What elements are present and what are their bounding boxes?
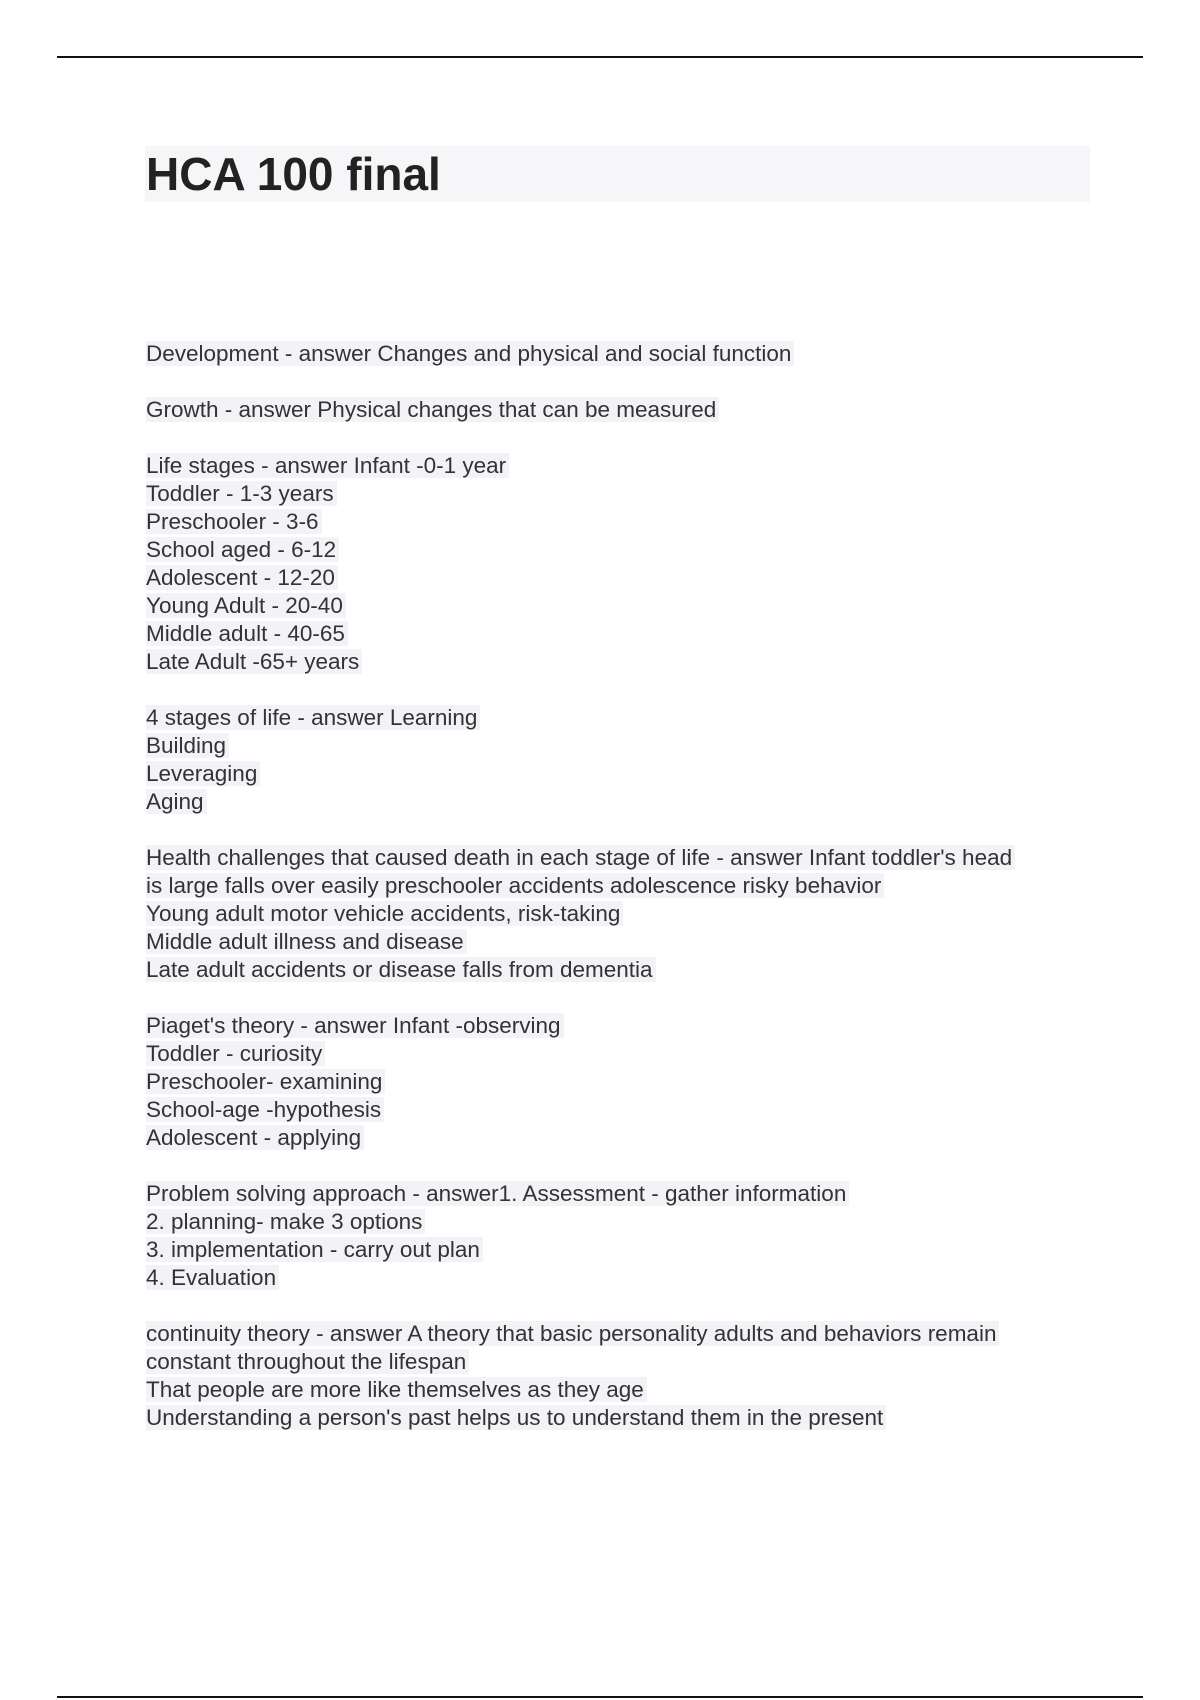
entry-line xyxy=(146,1180,1091,1208)
entry-line-text: Toddler - 1-3 years xyxy=(146,481,337,506)
entry-line-text: Adolescent - 12-20 xyxy=(146,565,338,590)
entry-line xyxy=(146,1236,1091,1264)
entry-line-text: constant throughout the lifespan xyxy=(146,1349,469,1374)
entry-line-text: Young Adult - 20-40 xyxy=(146,593,346,618)
entry-problem-solving xyxy=(146,1180,1091,1292)
entry-health-challenges xyxy=(146,844,1091,984)
entry-line xyxy=(146,1068,1091,1096)
entry-line-text: Building xyxy=(146,733,229,758)
entry-line-text: continuity theory - answer A theory that basic personality adults and behaviors remain xyxy=(146,1321,999,1346)
entry-line xyxy=(146,564,1091,592)
entry-line-text: Life stages - answer Infant -0-1 year xyxy=(146,453,509,478)
entry-line-text: Middle adult illness and disease xyxy=(146,929,467,954)
entry-line-text: That people are more like themselves as they age xyxy=(146,1377,647,1402)
entry-line xyxy=(146,1404,1091,1432)
entry-line xyxy=(146,900,1091,928)
entry-line xyxy=(146,788,1091,816)
entry-growth xyxy=(146,396,1091,424)
entry-line xyxy=(146,452,1091,480)
entry-line xyxy=(146,1348,1091,1376)
entry-line-text: Young adult motor vehicle accidents, risk-taking xyxy=(146,901,623,926)
entry-line xyxy=(146,760,1091,788)
entry-line-text: Development - answer Changes and physical and social function xyxy=(146,341,794,366)
entry-four-stages xyxy=(146,704,1091,816)
entry-line-text: 4 stages of life - answer Learning xyxy=(146,705,480,730)
entry-life-stages xyxy=(146,452,1091,676)
entry-line xyxy=(146,1320,1091,1348)
entry-line-text: Problem solving approach - answer1. Assessment - gather information xyxy=(146,1181,849,1206)
entry-line xyxy=(146,592,1091,620)
entry-continuity-theory xyxy=(146,1320,1091,1432)
entry-line xyxy=(146,704,1091,732)
entry-line xyxy=(146,732,1091,760)
entry-line-text: Adolescent - applying xyxy=(146,1125,364,1150)
entry-line xyxy=(146,928,1091,956)
entry-line xyxy=(146,508,1091,536)
entry-line-text: School-age -hypothesis xyxy=(146,1097,384,1122)
entry-line-text: Piaget's theory - answer Infant -observing xyxy=(146,1013,564,1038)
entry-line xyxy=(146,1208,1091,1236)
entry-line xyxy=(146,1096,1091,1124)
entry-line-text: Late Adult -65+ years xyxy=(146,649,362,674)
document-body xyxy=(146,340,1091,1460)
top-rule xyxy=(57,56,1143,58)
entry-line-text: Growth - answer Physical changes that can be measured xyxy=(146,397,719,422)
entry-line xyxy=(146,1040,1091,1068)
entry-line-text: Toddler - curiosity xyxy=(146,1041,325,1066)
entry-line-text: Understanding a person's past helps us to understand them in the present xyxy=(146,1405,886,1430)
entry-line xyxy=(146,1376,1091,1404)
entry-line xyxy=(146,1264,1091,1292)
entry-line xyxy=(146,536,1091,564)
entry-line xyxy=(146,956,1091,984)
entry-line-text: 3. implementation - carry out plan xyxy=(146,1237,483,1262)
entry-line-text: Aging xyxy=(146,789,207,814)
document-title: HCA 100 final xyxy=(146,148,441,200)
entry-line-text: 2. planning- make 3 options xyxy=(146,1209,425,1234)
entry-line xyxy=(146,340,1091,368)
entry-line xyxy=(146,480,1091,508)
entry-line-text: 4. Evaluation xyxy=(146,1265,279,1290)
bottom-rule xyxy=(57,1696,1143,1698)
entry-piaget-theory xyxy=(146,1012,1091,1152)
entry-line-text: Preschooler - 3-6 xyxy=(146,509,322,534)
entry-line-text: School aged - 6-12 xyxy=(146,537,339,562)
entry-line-text: Preschooler- examining xyxy=(146,1069,385,1094)
entry-line xyxy=(146,1012,1091,1040)
entry-line xyxy=(146,620,1091,648)
entry-line-text: Middle adult - 40-65 xyxy=(146,621,348,646)
entry-line-text: is large falls over easily preschooler accidents adolescence risky behavior xyxy=(146,873,884,898)
entry-line-text: Leveraging xyxy=(146,761,260,786)
entry-line-text: Health challenges that caused death in each stage of life - answer Infant toddler's head xyxy=(146,845,1015,870)
entry-line xyxy=(146,648,1091,676)
entry-development xyxy=(146,340,1091,368)
entry-line xyxy=(146,1124,1091,1152)
entry-line xyxy=(146,872,1091,900)
entry-line xyxy=(146,844,1091,872)
entry-line-text: Late adult accidents or disease falls from dementia xyxy=(146,957,656,982)
entry-line xyxy=(146,396,1091,424)
